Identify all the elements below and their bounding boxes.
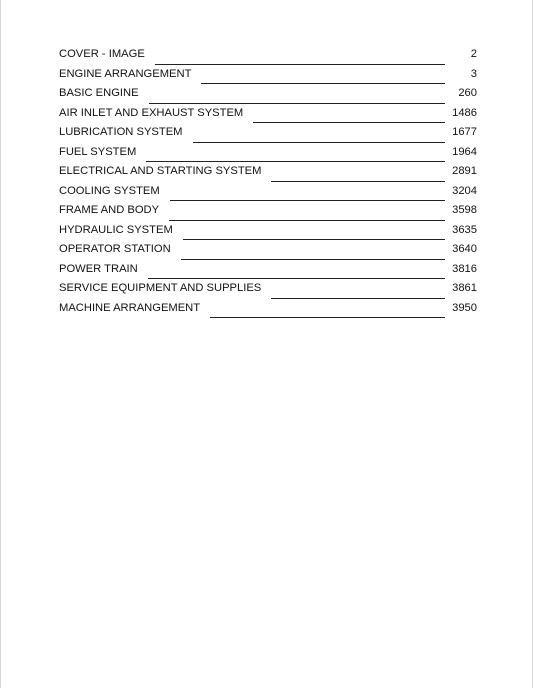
toc-entry-frame-and-body[interactable] (59, 202, 477, 222)
toc-entry-page-number: 3816 (452, 262, 477, 275)
toc-leader-line (201, 67, 445, 84)
toc-entry-page-number: 1677 (452, 126, 477, 138)
toc-entry-basic-engine[interactable] (59, 85, 477, 105)
toc-entry-page-number: 3950 (452, 301, 477, 314)
toc-entry-page-number: 3 (470, 67, 477, 80)
toc-leader-line (148, 262, 445, 279)
toc-entry-title: AIR INLET AND EXHAUST SYSTEM (59, 106, 244, 119)
toc-entry-title: OPERATOR STATION (59, 243, 171, 255)
toc-entry-machine-arrangement[interactable] (59, 300, 477, 320)
toc-entry-page-number: 2891 (452, 165, 477, 177)
toc-entry-air-inlet-and-exhaust-system[interactable] (59, 105, 477, 125)
toc-leader-line (210, 301, 445, 318)
toc-leader-line (146, 145, 445, 162)
toc-entry-title: LUBRICATION SYSTEM (59, 126, 183, 138)
toc-leader-line (271, 282, 445, 299)
toc-leader-line (193, 126, 446, 143)
toc-leader-line (181, 243, 445, 260)
toc-entry-operator-station[interactable] (59, 241, 477, 261)
toc-entry-engine-arrangement[interactable] (59, 66, 477, 86)
toc-entry-title: COOLING SYSTEM (59, 184, 160, 197)
toc-entry-title: HYDRAULIC SYSTEM (59, 223, 173, 236)
toc-entry-page-number: 3861 (452, 282, 477, 294)
toc-entry-page-number: 1964 (452, 145, 477, 158)
toc-entry-hydraulic-system[interactable] (59, 222, 477, 242)
toc-entry-page-number: 3204 (452, 184, 477, 197)
toc-leader-line (183, 223, 445, 240)
toc-entry-cooling-system[interactable] (59, 183, 477, 203)
toc-entry-title: ENGINE ARRANGEMENT (59, 67, 192, 80)
table-of-contents (59, 46, 477, 319)
toc-entry-page-number: 2 (470, 48, 477, 60)
toc-entry-lubrication-system[interactable] (59, 124, 477, 144)
toc-entry-title: COVER - IMAGE (59, 48, 145, 60)
toc-entry-title: SERVICE EQUIPMENT AND SUPPLIES (59, 282, 262, 294)
toc-entry-service-equipment-and-supplies[interactable] (59, 280, 477, 300)
toc-entry-electrical-and-starting-system[interactable] (59, 163, 477, 183)
toc-entry-title: ELECTRICAL AND STARTING SYSTEM (59, 165, 262, 177)
toc-entry-cover-image[interactable] (59, 46, 477, 66)
toc-entry-page-number: 3640 (452, 243, 477, 255)
toc-leader-line (155, 48, 445, 65)
toc-entry-title: FUEL SYSTEM (59, 145, 137, 158)
toc-leader-line (170, 184, 445, 201)
toc-leader-line (149, 87, 445, 104)
toc-leader-line (253, 106, 445, 123)
toc-entry-title: MACHINE ARRANGEMENT (59, 301, 201, 314)
toc-leader-line (271, 165, 445, 182)
toc-entry-fuel-system[interactable] (59, 144, 477, 164)
toc-entry-title: BASIC ENGINE (59, 87, 139, 99)
toc-entry-title: FRAME AND BODY (59, 204, 160, 216)
toc-entry-page-number: 3598 (452, 204, 477, 216)
toc-entry-page-number: 1486 (452, 106, 477, 119)
toc-leader-line (169, 204, 445, 221)
toc-entry-power-train[interactable] (59, 261, 477, 281)
toc-entry-title: POWER TRAIN (59, 262, 138, 275)
toc-entry-page-number: 3635 (452, 223, 477, 236)
toc-entry-page-number: 260 (458, 87, 477, 99)
